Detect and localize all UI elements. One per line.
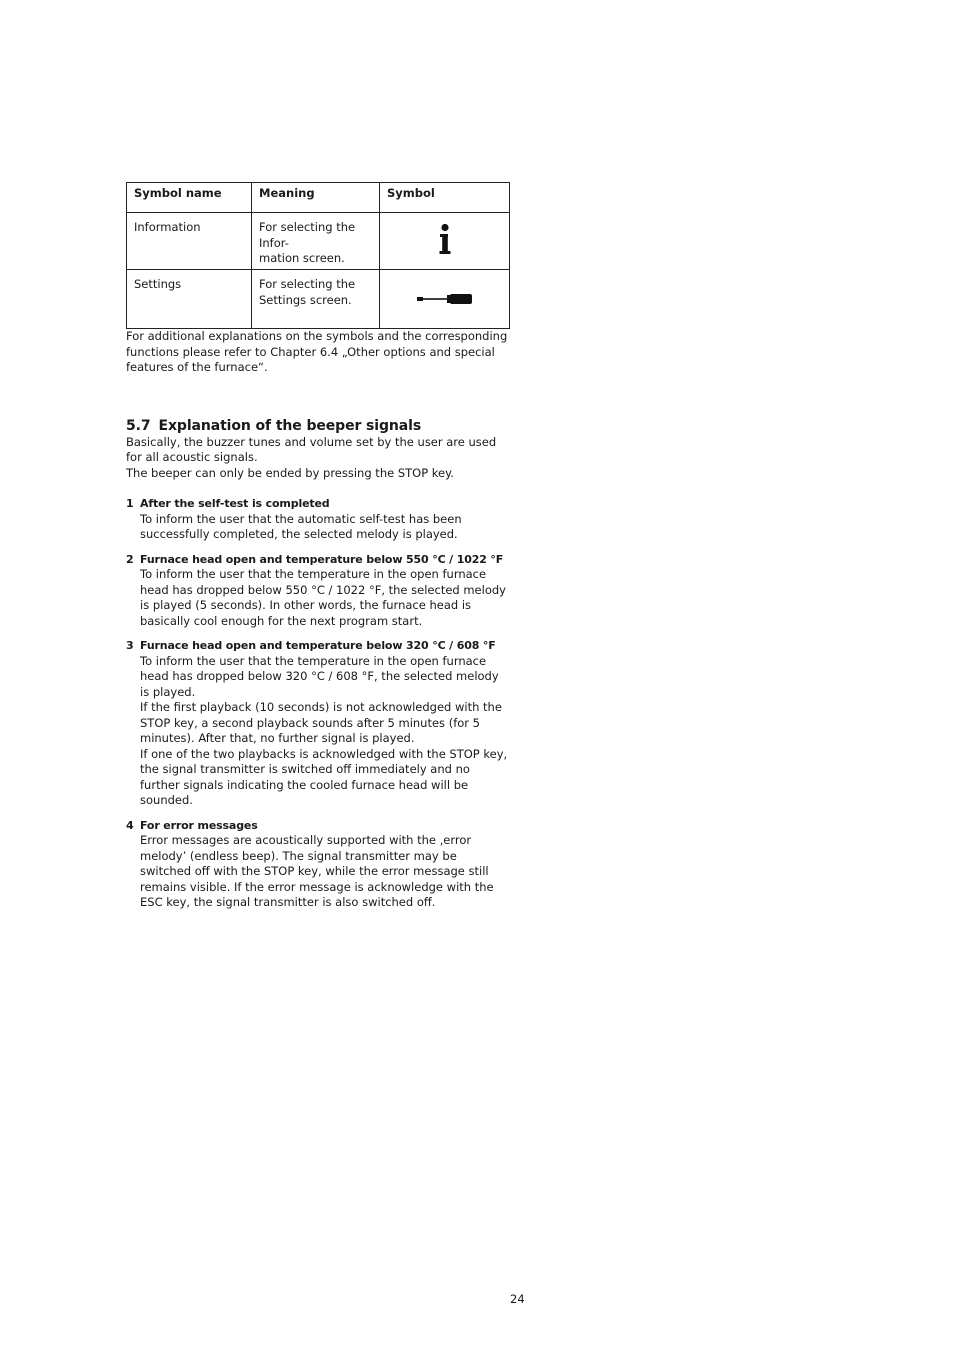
intro-paragraph: Basically, the buzzer tunes and volume set by the user are used for all acoustic signals. (126, 434, 497, 464)
page-content (126, 182, 510, 920)
item-number: 3 (126, 639, 134, 652)
item-text: To inform the user that the temperature in the open furnace head has dropped below 550 °C / 1022 °F, the selected melody is played (5 seconds). In other words, the furnace head is basically cool enough for the next program start. (140, 567, 506, 628)
meaning-cell (252, 270, 380, 329)
table-header-row (127, 183, 510, 213)
section-heading (126, 417, 510, 435)
meaning-text: For selecting the Settings screen. (259, 277, 356, 307)
section-number: 5.7 (126, 417, 151, 434)
screwdriver-icon (415, 292, 475, 306)
item-number: 4 (126, 818, 134, 832)
item-title: For error messages (140, 818, 258, 832)
symbol-cell (380, 270, 510, 329)
stop-key-paragraph: The beeper can only be ended by pressing the STOP key. (126, 465, 454, 480)
item-title: Furnace head open and temperature below 320 °C / 608 °F (140, 639, 496, 652)
item-number: 2 (126, 552, 134, 566)
list-item (126, 496, 510, 543)
item-number: 1 (126, 497, 134, 510)
table-row (127, 270, 510, 329)
list-item (126, 638, 510, 809)
list-item (126, 552, 510, 630)
table-row (127, 213, 510, 270)
section-title: Explanation of the beeper signals (158, 417, 422, 434)
meaning-cell (252, 213, 380, 270)
information-icon (438, 223, 452, 257)
symbol-table (126, 182, 510, 329)
meaning-text: For selecting the Infor- mation screen. (259, 220, 356, 265)
header-symbol: Symbol (380, 183, 510, 213)
item-text: To inform the user that the temperature in the open furnace head has dropped below 320 °C / 608 °F, the selected melody is played. If the first playback (10 seconds) is not acknowledged with the STOP key, a second playback sounds after 5 minutes (for 5 minutes). After that, no further signal is played. If one of the two playbacks is acknowledged with the STOP key, the signal transmitter is switched off immediately and no further signals indicating the cooled furnace head will be sounded. (140, 653, 508, 807)
page-number: 24 (510, 1292, 525, 1306)
symbol-name-cell: Information (127, 213, 252, 270)
signal-list (126, 496, 510, 911)
item-title: Furnace head open and temperature below 550 °C / 1022 °F (140, 552, 504, 566)
header-meaning: Meaning (252, 183, 380, 213)
item-text: Error messages are acoustically supported with the ‚error melody’ (endless beep). The signal transmitter may be switched off with the STOP key, while the error message still remains visible. If the error message is acknowledge with the ESC key, the signal transmitter is also switched off. (140, 833, 494, 909)
item-text: To inform the user that the automatic self-test has been successfully completed, the selected melody is played. (140, 511, 462, 541)
symbol-cell (380, 213, 510, 270)
symbol-name-cell: Settings (127, 270, 252, 329)
header-symbol-name: Symbol name (127, 183, 252, 213)
item-title: After the self-test is completed (140, 497, 330, 510)
symbols-reference-paragraph: For additional explanations on the symbols and the corresponding functions please refer to Chapter 6.4 „Other options and special features of the furnace“. (126, 329, 508, 374)
list-item (126, 818, 510, 911)
